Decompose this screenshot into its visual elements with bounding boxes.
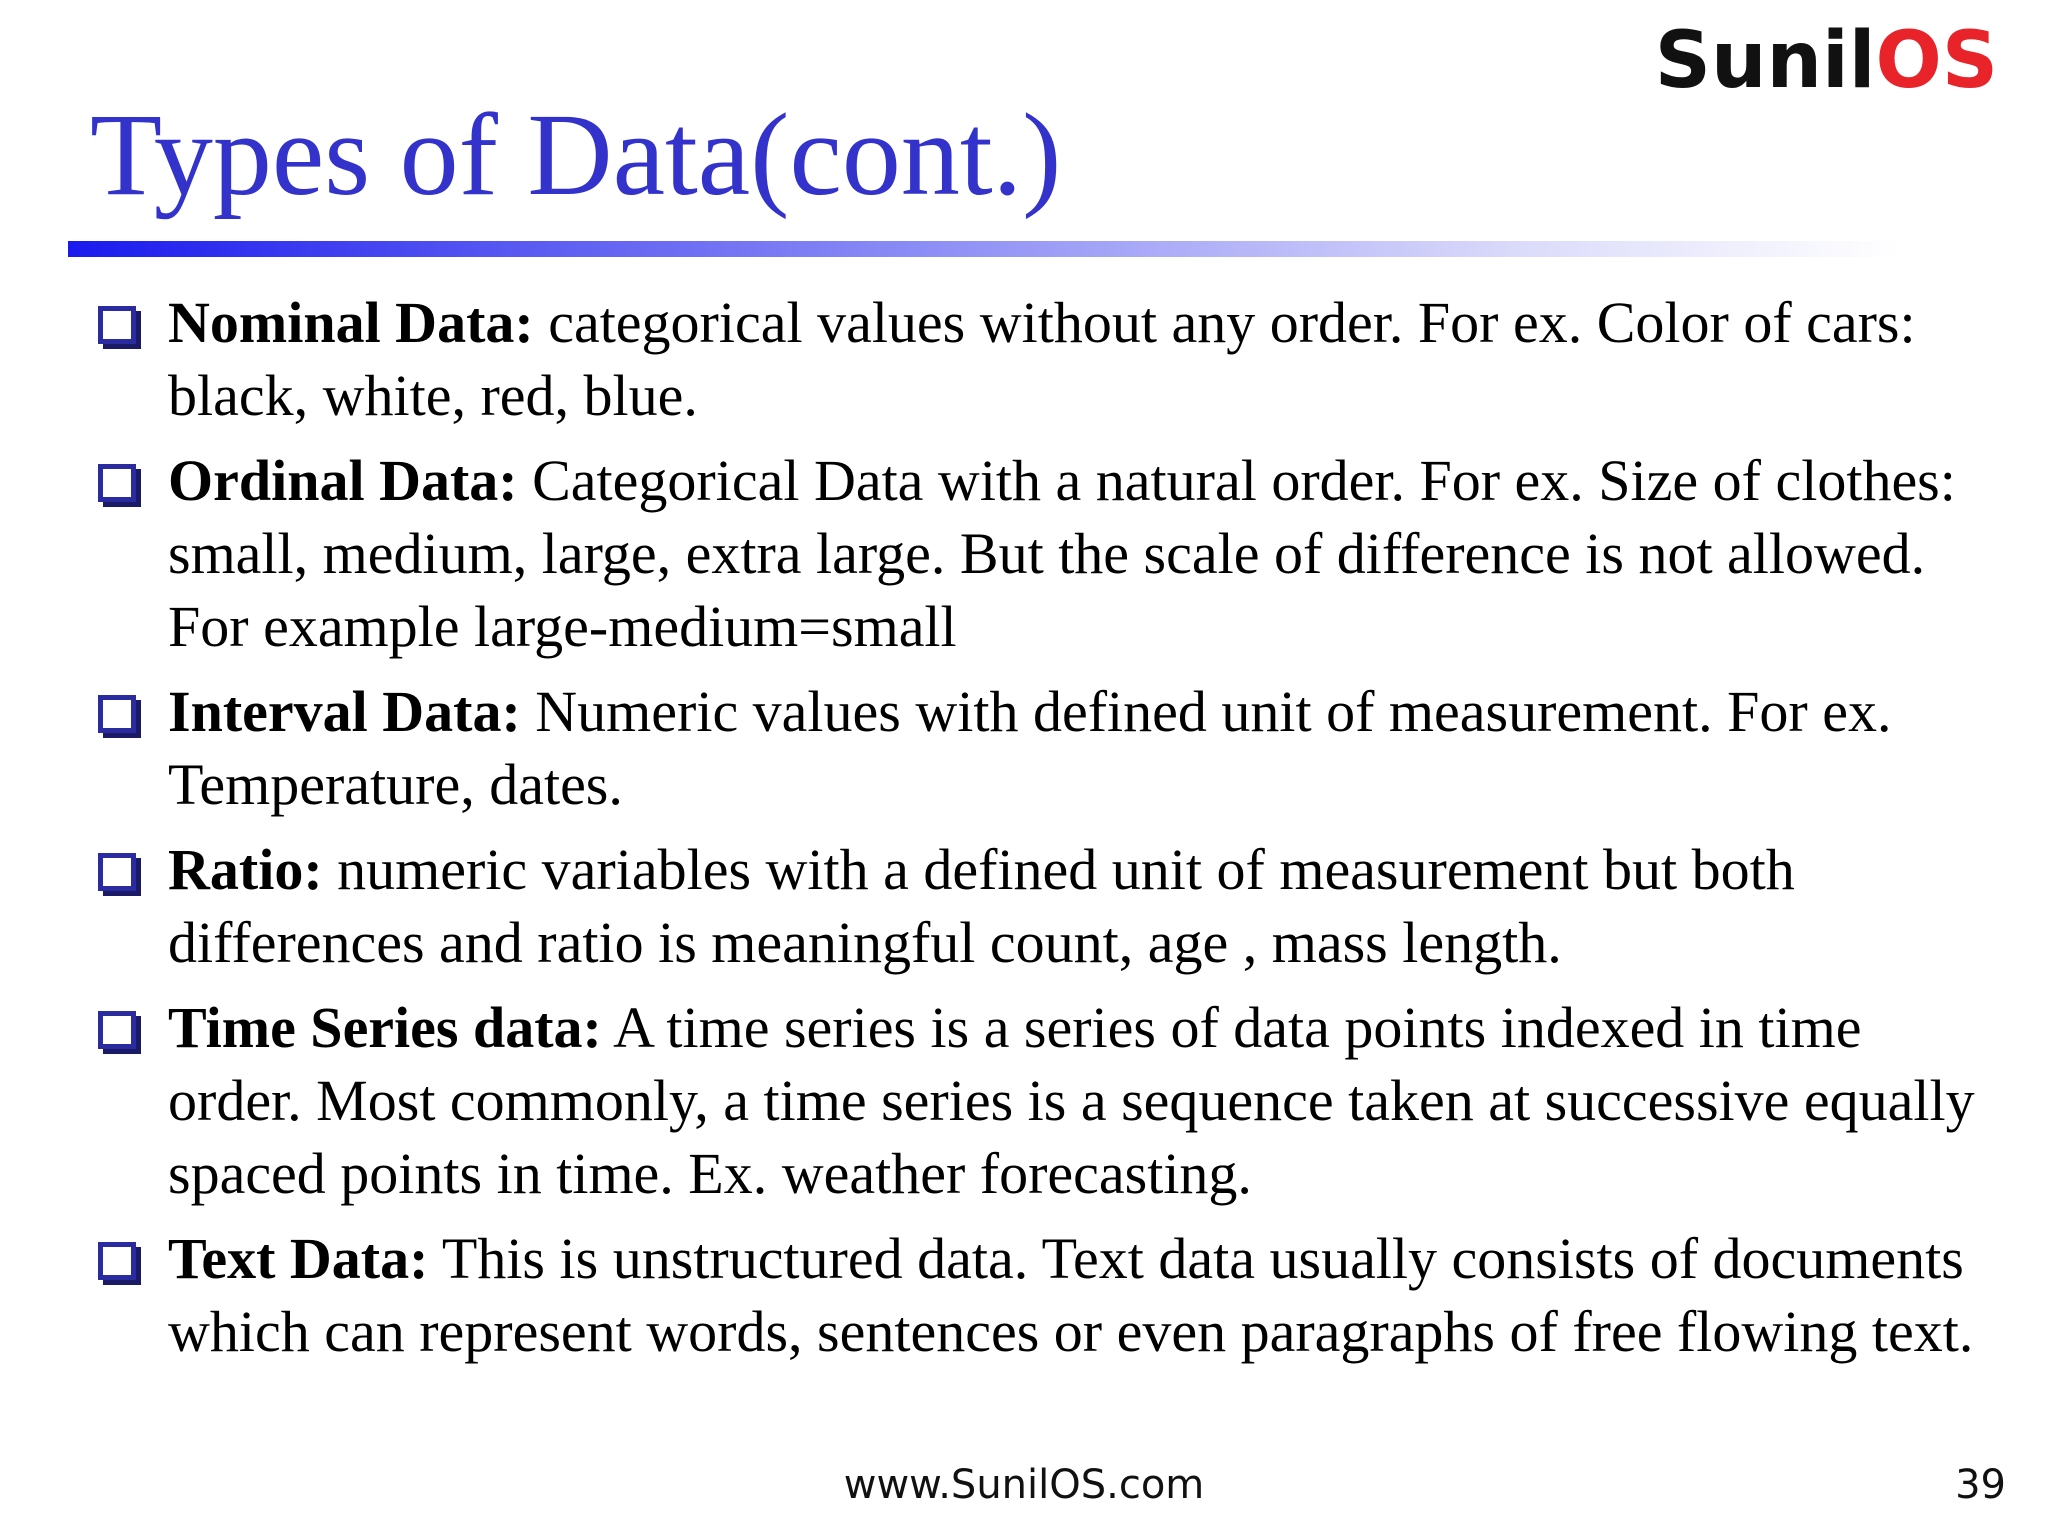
checkbox-bullet-icon xyxy=(98,695,136,733)
bullet-term: Text Data: xyxy=(168,1226,429,1291)
bullet-item-interval xyxy=(92,675,1992,821)
footer-url: www.SunilOS.com xyxy=(843,1462,1205,1508)
slide-title: Types of Data(cont.) xyxy=(90,89,1062,220)
bullet-text: A time series is a series of data points indexed in time order. Most commonly, a time series is a sequence taken at successive equally spaced points in time. Ex. weather forecasting. xyxy=(168,995,1975,1206)
logo-text-os: OS xyxy=(1875,16,1998,106)
bullet-item-time-series xyxy=(92,991,1992,1210)
bullet-text: categorical values without any order. For ex. Color of cars: black, white, red, blue. xyxy=(168,290,1916,428)
bullet-text: numeric variables with a defined unit of measurement but both differences and ratio is meaningful count, age , mass length. xyxy=(168,837,1795,975)
bullet-term: Time Series data: xyxy=(168,995,602,1060)
bullet-term: Ratio: xyxy=(168,837,323,902)
checkbox-bullet-icon xyxy=(98,853,136,891)
checkbox-bullet-icon xyxy=(98,464,136,502)
logo-text-sunil: Sunil xyxy=(1654,16,1876,106)
bullet-item-nominal xyxy=(92,286,1992,432)
bullet-text: Categorical Data with a natural order. For ex. Size of clothes: small, medium, large, extra large. But the scale of difference is not allowed. For example large-medium=small xyxy=(168,448,1956,659)
bullet-term: Interval Data: xyxy=(168,679,521,744)
bullet-item-text-data xyxy=(92,1222,1992,1368)
page-number: 39 xyxy=(1955,1462,2006,1508)
checkbox-bullet-icon xyxy=(98,1011,136,1049)
checkbox-bullet-icon xyxy=(98,1242,136,1280)
bullet-item-ratio xyxy=(92,833,1992,979)
title-underline-divider xyxy=(68,241,1898,257)
bullet-list xyxy=(92,286,1992,1380)
bullet-text: This is unstructured data. Text data usually consists of documents which can represent words, sentences or even paragraphs of free flowing text. xyxy=(168,1226,1974,1364)
bullet-item-ordinal xyxy=(92,444,1992,663)
sunilos-logo xyxy=(1654,16,1998,106)
bullet-term: Nominal Data: xyxy=(168,290,534,355)
bullet-term: Ordinal Data: xyxy=(168,448,518,513)
bullet-text: Numeric values with defined unit of measurement. For ex. Temperature, dates. xyxy=(168,679,1892,817)
checkbox-bullet-icon xyxy=(98,306,136,344)
